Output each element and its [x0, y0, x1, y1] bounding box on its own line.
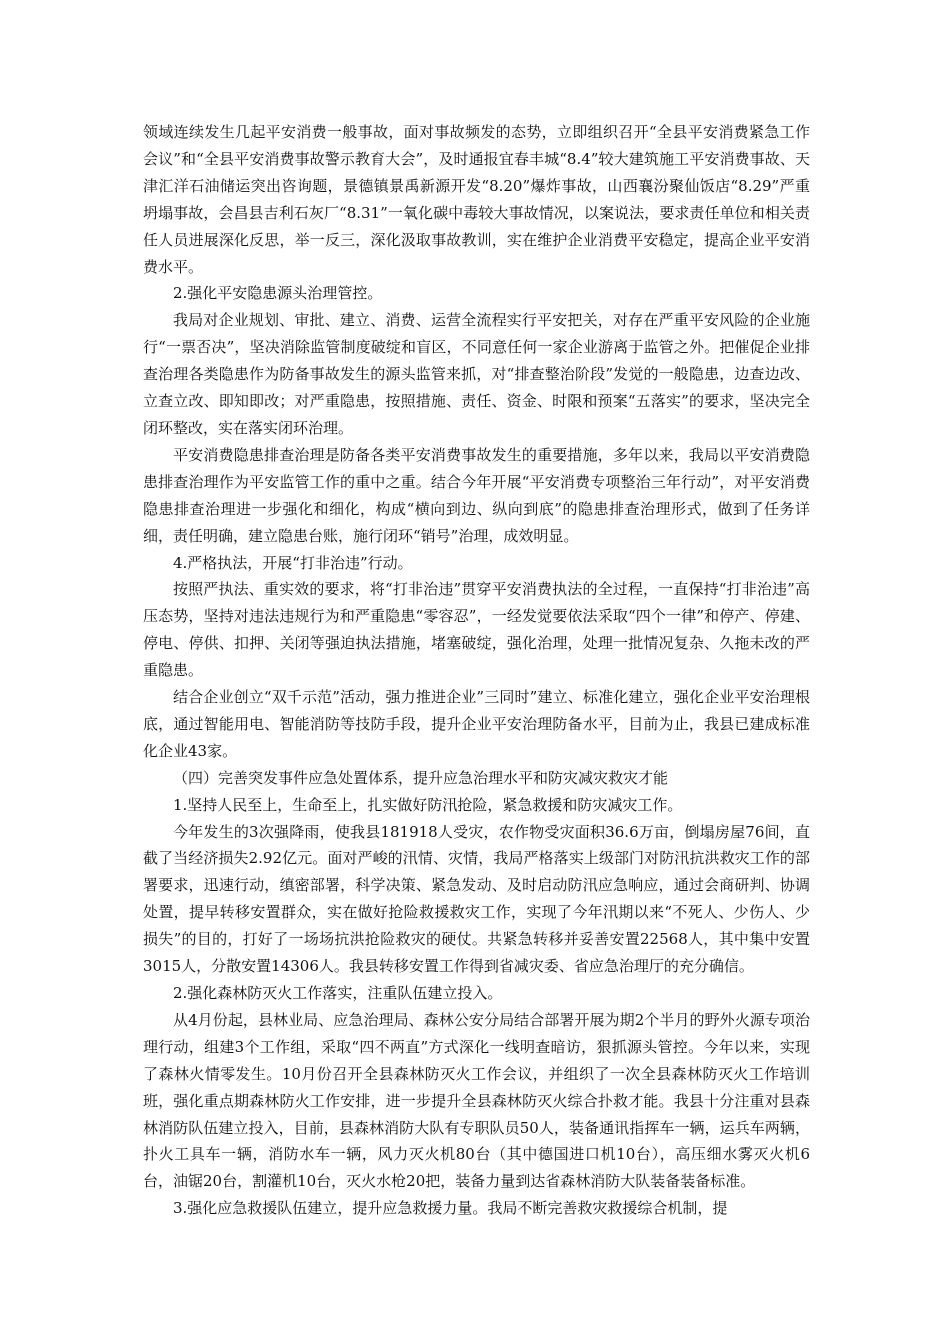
- heading-strict-enforcement: 4.严格执法，开展“打非治违”行动。: [173, 553, 413, 572]
- heading-section-four: （四）完善突发事件应急处置体系，提升应急治理水平和防灾减灾救灾才能: [173, 768, 669, 787]
- paragraph-hazard-investigation: 平安消费隐患排查治理是防备各类平安消费事故发生的重要措施，多年以来，我局以平安消费隐患排查治理作为平安监管工作的重中之重。结合今年开展“平安消费专项整治三年行动”，对平安消费隐患排查治理进一步强化和细化，构成“横向到边、纵向到底”的隐患排查治理形式，做到了任务详细，责任明确，建立隐患台账，施行闭环“销号”治理，成效明显。: [143, 445, 810, 545]
- heading-people-first: 1.坚持人民至上，生命至上，扎实做好防汛抢险，紧急救援和防灾减灾工作。: [173, 795, 683, 814]
- paragraph-flood-response: 今年发生的3次强降雨，使我县181918人受灾，农作物受灾面积36.6万亩，倒塌房屋76间，直截了当经济损失2.92亿元。面对严峻的汛情、灾情，我局严格落实上级部门对防汛抗洪救灾工作的部署要求，迅速行动，缜密部署，科学决策、紧急发动、及时启动防汛应急响应，通过会商研判、协调处置，提早转移安置群众，实在做好抢险救援救灾工作，实现了今年汛期以来“不死人、少伤人、少损失”的目的，打好了一场场抗洪抢险救灾的硬仗。共紧急转移并妥善安置22568人，其中集中安置3015人，分散安置14306人。我县转移安置工作得到省减灾委、省应急治理厅的充分确信。: [143, 822, 810, 976]
- heading-forest-fire: 2.强化森林防灭火工作落实，注重队伍建立投入。: [173, 984, 503, 1002]
- paragraph-standardization: 结合企业创立“双千示范”活动，强力推进企业”三同时”建立、标准化建立，强化企业平安治理根底，通过智能用电、智能消防等技防手段，提升企业平安治理防备水平，目前为止，我县已建成标准化企业43家。: [143, 688, 810, 760]
- paragraph-rescue-team: 3.强化应急救援队伍建立，提升应急救援力量。我局不断完善救灾救援综合机制，提: [173, 1199, 728, 1218]
- heading-hazard-source-control: 2.强化平安隐患源头治理管控。: [173, 284, 383, 303]
- paragraph-enforcement-measures: 按照严执法、重实效的要求，将“打非治违”贯穿平安消费执法的全过程，一直保持“打非治违”高压态势，坚持对违法违规行为和严重隐患“零容忍”，一经发觉要依法采取“四个一律”和停产、停建、停电、停供、扣押、关闭等强迫执法措施，堵塞破绽，强化治理，处理一批情况复杂、久拖未改的严重隐患。: [143, 580, 810, 680]
- paragraph-accident-warning: 领域连续发生几起平安消费一般事故，面对事故频发的态势，立即组织召开“全县平安消费紧急工作会议”和“全县平安消费事故警示教育大会”，及时通报宜春丰城“8.4”较大建筑施工平安消费事故、天津汇洋石油储运突出咨询题，景德镇景禹新源开发“8.20”爆炸事故，山西襄汾聚仙饭店“8.29”严重坍塌事故，会昌县吉利石灰厂“8.31”一氧化碳中毒较大事故情况，以案说法，要求责任单位和相关责任人员进展深化反思，举一反三，深化汲取事故教训，实在维护企业消费平安稳定，提高企业平安消费水平。: [143, 123, 810, 276]
- paragraph-full-process-safety: 我局对企业规划、审批、建立、消费、运营全流程实行平安把关，对存在严重平安风险的企业施行“一票否决”，坚决消除监管制度破绽和盲区，不同意任何一家企业游离于监管之外。把催促企业排查治理各类隐患作为防备事故发生的源头监管来抓，对“排查整治阶段”发觉的一般隐患，边查边改、立查立改、即知即改；对严重隐患，按照措施、责任、资金、时限和预案“五落实”的要求，坚决完全闭环整改，实在落实闭环治理。: [143, 311, 810, 437]
- paragraph-forest-fire-details: 从4月份起，县林业局、应急治理局、森林公安分局结合部署开展为期2个半月的野外火源专项治理行动，组建3个工作组，采取“四不两直”方式深化一线明查暗访，狠抓源头管控。今年以来，实现了森林火情零发生。10月份召开全县森林防灭火工作会议，并组织了一次全县森林防灭火工作培训班，强化重点期森林防火工作安排，进一步提升全县森林防灭火综合扑救才能。我县十分注重对县森林消防队伍建立投入，目前，县森林消防大队有专职队员50人，装备通讯指挥车一辆，运兵车两辆，扑火工具车一辆，消防水车一辆，风力灭火机80台（其中德国进口机10台），高压细水雾灭火机6台，油锯20台，割灌机10台，灭火水枪20把，装备力量到达省森林消防大队装备装备标准。: [143, 1010, 810, 1191]
- document-body: [143, 119, 810, 1222]
